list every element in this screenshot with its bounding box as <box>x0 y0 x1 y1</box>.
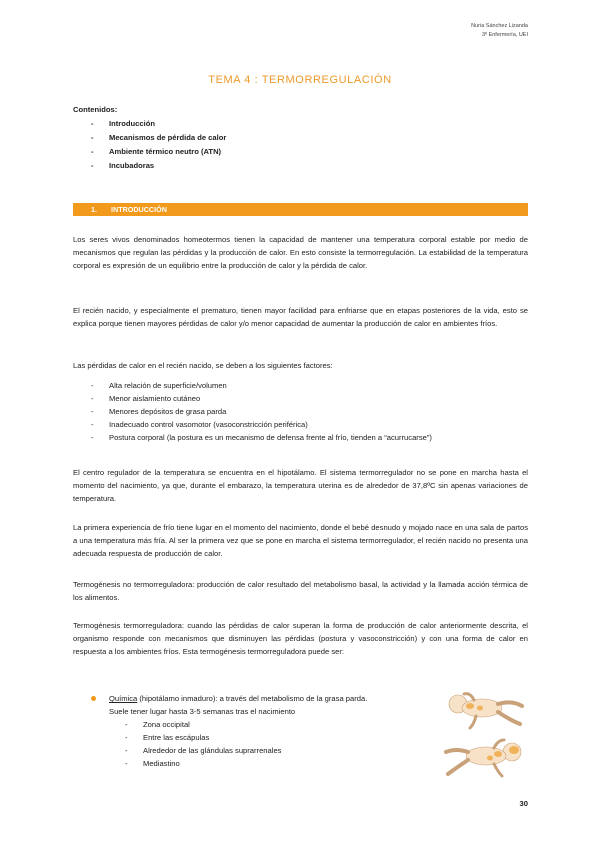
quimica-description: (hipotálamo inmaduro): a través del metabolismo de la grasa parda. <box>137 694 368 703</box>
list-item: - Mecanismos de pérdida de calor <box>91 133 227 142</box>
bullet-icon <box>91 696 96 701</box>
paragraph-recien-nacido: El recién nacido, y especialmente el prematuro, tienen mayor facilidad para enfriarse que en etapas posteriores de la vida, esto se explica porque tienen mayores pérdidas de calor y/o menor capacidad de aumentar la producción de calor en ambientes fríos. <box>73 306 528 328</box>
contents-list <box>73 118 528 172</box>
list-item: - Mediastino <box>125 759 180 768</box>
page-number: 30 <box>519 799 528 808</box>
list-item: - Incubadoras <box>91 161 155 170</box>
contents-block <box>73 104 528 174</box>
section-number: 1. <box>91 205 97 214</box>
quimica-term: Química <box>109 694 138 703</box>
paragraph-termorreguladora: Termogénesis termorreguladora: cuando las pérdidas de calor superan la forma de producción de calor anteriormente descrita, el organismo responde con mecanismos que disminuyen las pérdidas (postura y vasoconstricción) y con una forma de calor en respuesta a los ambientes fríos. Esta termogénesis termorreguladora puede ser: <box>73 621 528 656</box>
quimica-duration: Suele tener lugar hasta 3-5 semanas tras el nacimiento <box>109 707 296 716</box>
quimica-item <box>73 692 433 718</box>
document-title: TEMA 4 : TERMORREGULACIÓN <box>208 74 392 86</box>
author-name: Nuria Sánchez Lizanda <box>471 23 528 29</box>
paragraph-primera-experiencia: La primera experiencia de frío tiene lugar en el momento del nacimiento, donde el bebé desnudo y mojado nace en una sala de partos a una temperatura más fría. Al ser la primera vez que se pone en marcha el sistema termorregulador, el recién nacido no presenta una adecuada respuesta de producción de calor. <box>73 523 528 558</box>
list-item: - Menores depósitos de grasa parda <box>91 407 227 416</box>
list-item: - Ambiente térmico neutro (ATN) <box>91 147 222 156</box>
paragraph-perdidas: Las pérdidas de calor en el recién nacido, se deben a los siguientes factores: <box>73 361 333 370</box>
paragraph-hipotalamo: El centro regulador de la temperatura se encuentra en el hipotálamo. El sistema termorregulador no se pone en marcha hasta el momento del nacimiento, ya que, durante el embarazo, la temperatura uterina es de alrededor de 37,8ºC sin apenas variaciones de temperatura. <box>73 468 528 503</box>
contents-label: Contenidos: <box>73 105 118 114</box>
course-name: 3º Enfermería, UEI <box>481 32 528 38</box>
list-item: - Entre las escápulas <box>125 733 210 742</box>
section-title: INTRODUCCIÓN <box>111 205 167 214</box>
list-item: - Introducción <box>91 119 155 128</box>
page-header <box>471 22 528 40</box>
factors-list <box>73 379 528 444</box>
list-item: - Menor aislamiento cutáneo <box>91 394 201 403</box>
list-item: - Alta relación de superficie/volumen <box>91 381 227 390</box>
paragraph-homeotermos: Los seres vivos denominados homeotermos tienen la capacidad de mantener una temperatura corporal estable por medio de mecanismos que regulan las pérdidas y la producción de calor. En esto consiste la termorregulación. La estabilidad de la temperatura corporal es expresión de un equilibrio entre la producción de calor y la pérdida de calor. <box>73 235 528 270</box>
list-item: - Postura corporal (la postura es un mecanismo de defensa frente al frío, tienden a “acurrucarse”) <box>91 433 432 442</box>
grasa-parda-zones-list <box>73 718 433 770</box>
list-item: - Inadecuado control vasomotor (vasoconstricción periférica) <box>91 420 308 429</box>
section-heading-bar <box>73 203 528 216</box>
brown-fat-baby-illustration <box>440 690 528 782</box>
list-item: - Alrededor de las glándulas suprarrenales <box>125 746 282 755</box>
paragraph-no-termorreguladora: Termogénesis no termorreguladora: producción de calor resultado del metabolismo basal, la actividad y la llamada acción térmica de los alimentos. <box>73 580 528 602</box>
list-item: - Zona occipital <box>125 720 190 729</box>
